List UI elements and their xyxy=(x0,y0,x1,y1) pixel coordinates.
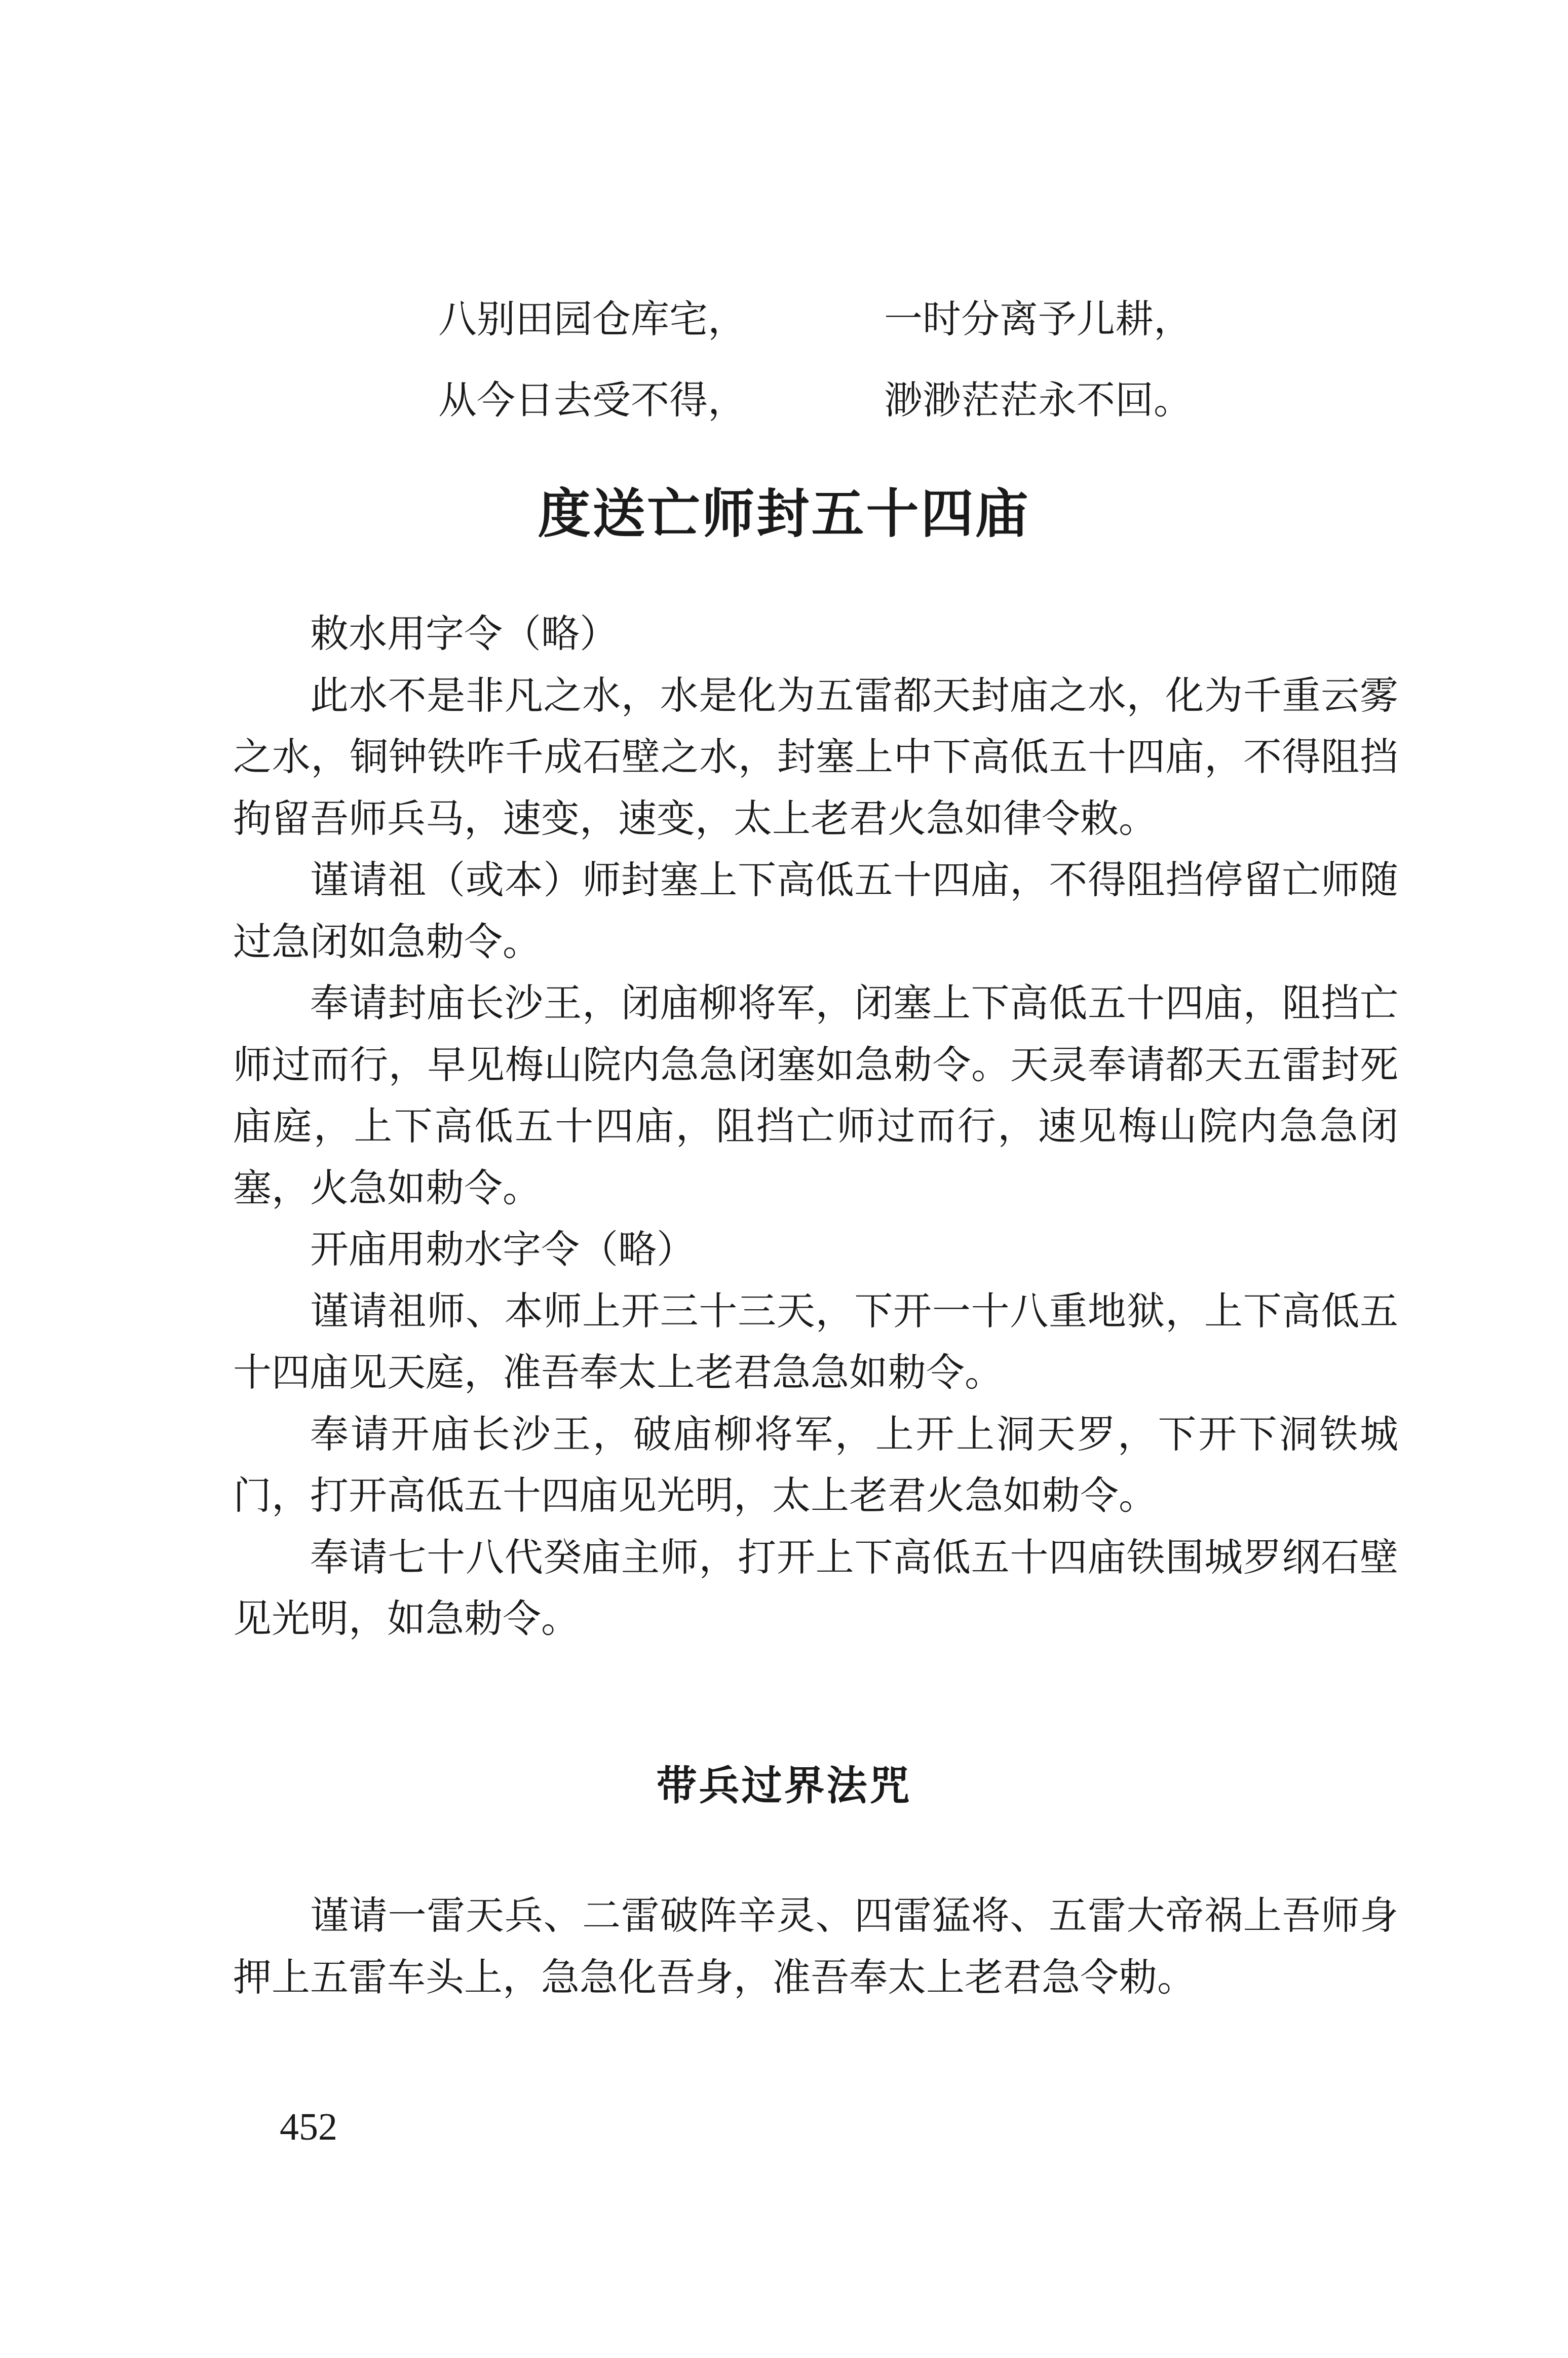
subsection-title: 带兵过界法咒 xyxy=(656,1762,912,1809)
paragraph: 奉请七十八代癸庙主师，打开上下高低五十四庙铁围城罗纲石壁见光明，如急勅令。 xyxy=(233,1534,1398,1641)
subsection-body xyxy=(233,1885,1398,2008)
verse-line: 渺渺茫茫永不回。 xyxy=(884,377,1192,423)
paragraph: 敕水用字令（略） xyxy=(310,611,618,656)
section-body xyxy=(233,603,1398,1650)
paragraph: 谨请祖师、本师上开三十三天，下开一十八重地狱，上下高低五十四庙见天庭，准吾奉太上老君急急如勅令。 xyxy=(233,1288,1398,1395)
section-title: 度送亡师封五十四庙 xyxy=(538,483,1030,545)
verse-line: 从今日去受不得， xyxy=(438,377,746,423)
verse-left-column xyxy=(438,279,746,441)
page-number: 452 xyxy=(280,2106,337,2148)
paragraph: 谨请一雷天兵、二雷破阵辛灵、四雷猛将、五雷大帝祸上吾师身押上五雷车头上，急急化吾身，准吾奉太上老君急令勅。 xyxy=(233,1893,1398,2000)
paragraph: 奉请封庙长沙王，闭庙柳将军，闭塞上下高低五十四庙，阻挡亡师过而行，早见梅山院内急急闭塞如急勅令。天灵奉请都天五雷封死庙庭，上下高低五十四庙，阻挡亡师过而行，速见梅山院内急急闭塞，火急如勅令。 xyxy=(233,980,1398,1210)
verse-line: 八别田园仓库宅， xyxy=(438,296,746,341)
paragraph: 开庙用勅水字令（略） xyxy=(310,1227,695,1272)
verse-line: 一时分离予儿耕， xyxy=(884,296,1192,341)
verse-right-column xyxy=(884,279,1192,441)
paragraph: 谨请祖（或本）师封塞上下高低五十四庙，不得阻挡停留亡师随过急闭如急勅令。 xyxy=(233,857,1398,964)
paragraph: 此水不是非凡之水，水是化为五雷都天封庙之水，化为千重云雾之水，铜钟铁咋千成石壁之水，封塞上中下高低五十四庙，不得阻挡拘留吾师兵马，速变，速变，太上老君火急如律令敕。 xyxy=(233,672,1398,841)
paragraph: 奉请开庙长沙王，破庙柳将军，上开上洞天罗，下开下洞铁城门，打开高低五十四庙见光明，太上老君火急如勅令。 xyxy=(233,1411,1398,1518)
